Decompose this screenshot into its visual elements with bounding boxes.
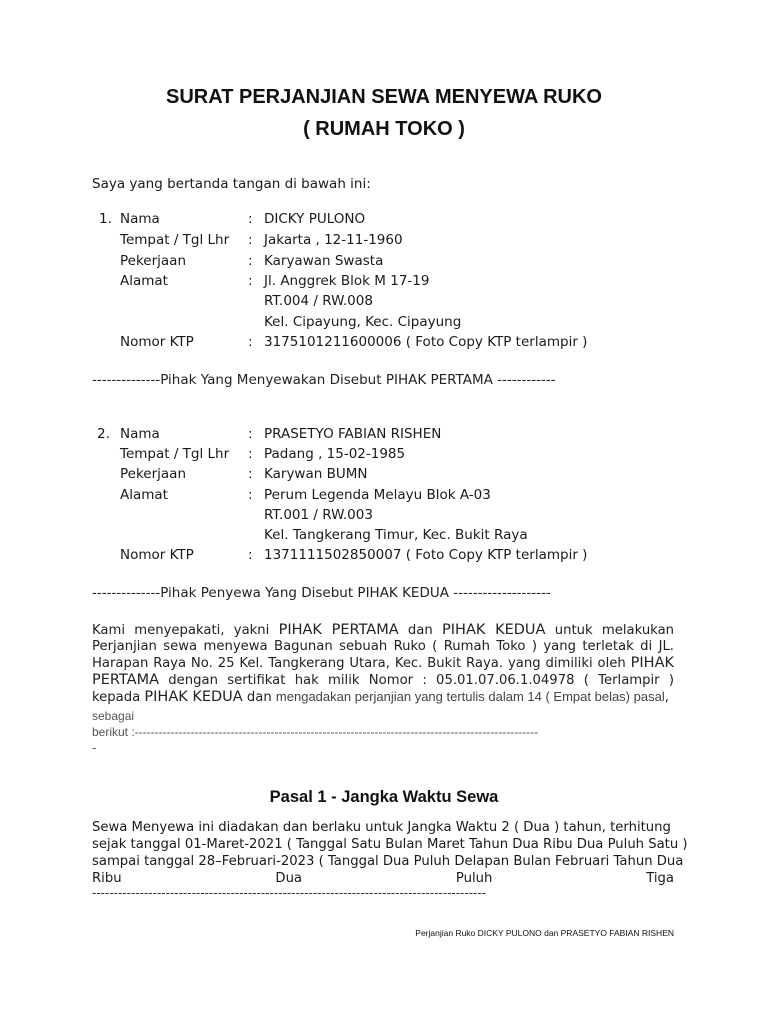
party1-address-label: Alamat [120, 273, 168, 289]
party1-number: 1. [99, 211, 112, 227]
colon: : [248, 232, 253, 248]
colon: : [248, 446, 253, 462]
pasal1-word: Ribu [92, 871, 122, 886]
colon: : [248, 334, 253, 350]
agreement-text: untuk melakukan Perjanjian sewa menyewa Bagunan sebuah Ruko ( Rumah Toko ) yang terletak di JL. Harapan Raya No. 25 Kel. Tangkerang Utara, Kec. Bukit Raya. yang dimiliki oleh [92, 623, 675, 671]
party2-address-rt: RT.001 / RW.003 [264, 507, 373, 523]
party2-number: 2. [97, 426, 110, 442]
party1-birth-label: Tempat / Tgl Lhr [120, 232, 230, 248]
agreement-text: dan [398, 623, 443, 638]
pihak-pertama-term: PIHAK PERTAMA [92, 655, 674, 688]
colon: : [248, 426, 253, 442]
party2-divider: --------------Pihak Penyewa Yang Disebut PIHAK KEDUA -------------------- [92, 585, 551, 601]
party1-birth-value: Jakarta , 12-11-1960 [264, 232, 403, 248]
agreement-text-14-pasal: mengadakan perjanjian yang tertulis dalam 14 ( Empat belas) pasal [275, 689, 665, 704]
pihak-kedua-term: PIHAK KEDUA [442, 622, 546, 638]
party1-address-kel: Kel. Cipayung, Kec. Cipayung [264, 314, 462, 330]
party1-job-value: Karyawan Swasta [264, 253, 384, 269]
party2-address-label: Alamat [120, 487, 168, 503]
agreement-paragraph [92, 622, 674, 706]
agreement-text: Kami menyepakati, yakni [92, 623, 279, 638]
sebagai-text: sebagai [92, 709, 135, 723]
pasal1-line3: sampai tanggal 28–Februari-2023 ( Tanggal Dua Puluh Delapan Bulan Februari Tahun Dua [92, 854, 684, 869]
colon: : [248, 211, 253, 227]
pasal1-heading: Pasal 1 - Jangka Waktu Sewa [269, 788, 499, 806]
pasal1-line4 [92, 871, 674, 887]
agreement-text: dengan sertifikat hak milik Nomor : 05.01.07.06.1.04978 ( Terlampir ) kepada [92, 673, 674, 705]
party1-divider: --------------Pihak Yang Menyewakan Disebut PIHAK PERTAMA ------------ [92, 372, 556, 388]
agreement-text: dan [242, 690, 276, 705]
pihak-pertama-term: PIHAK PERTAMA [278, 622, 399, 638]
party1-job-label: Pekerjaan [120, 253, 187, 269]
berikut-text: berikut :----------------------------------------------------------------------------------------------------- [92, 725, 539, 739]
party2-job-label: Pekerjaan [120, 466, 187, 482]
pasal1-dash-line: ------------------------------------------------------------------------------------------- [92, 886, 487, 900]
pasal1-line2: sejak tanggal 01-Maret-2021 ( Tanggal Satu Bulan Maret Tahun Dua Ribu Dua Puluh Satu ) [92, 837, 688, 852]
colon: : [248, 547, 253, 563]
pasal1-word: Puluh [455, 871, 493, 886]
party2-ktp-value: 1371111502850007 ( Foto Copy KTP terlampir ) [264, 547, 588, 563]
colon: : [248, 466, 253, 482]
party2-name-label: Nama [120, 426, 160, 442]
party2-address-kel: Kel. Tangkerang Timur, Kec. Bukit Raya [264, 527, 528, 543]
agreement-text: , [664, 690, 669, 705]
colon: : [248, 487, 253, 503]
colon: : [248, 273, 253, 289]
party2-birth-label: Tempat / Tgl Lhr [120, 446, 230, 462]
party2-ktp-label: Nomor KTP [120, 547, 194, 563]
party1-address-rt: RT.004 / RW.008 [264, 293, 373, 309]
pasal1-word: Dua [275, 871, 303, 886]
party1-ktp-value: 3175101211600006 ( Foto Copy KTP terlampir ) [264, 334, 588, 350]
party2-job-value: Karywan BUMN [264, 466, 368, 482]
party2-birth-value: Padang , 15-02-1985 [264, 446, 406, 462]
party2-name-value: PRASETYO FABIAN RISHEN [264, 426, 442, 442]
colon: : [248, 253, 253, 269]
pihak-kedua-term: PIHAK KEDUA [144, 689, 243, 705]
document-title: SURAT PERJANJIAN SEWA MENYEWA RUKO [166, 86, 602, 108]
party2-address-value: Perum Legenda Melayu Blok A-03 [264, 487, 491, 503]
party1-name-value: DICKY PULONO [264, 211, 366, 227]
intro-text: Saya yang bertanda tangan di bawah ini: [92, 176, 371, 192]
pasal1-line1: Sewa Menyewa ini diadakan dan berlaku untuk Jangka Waktu 2 ( Dua ) tahun, terhitung [92, 820, 671, 835]
berikut-dash-end: - [92, 741, 97, 755]
pasal1-word: Tiga [646, 871, 674, 886]
party1-address-value: Jl. Anggrek Blok M 17-19 [264, 273, 430, 289]
party1-name-label: Nama [120, 211, 160, 227]
page-footer: Perjanjian Ruko DICKY PULONO dan PRASETYO FABIAN RISHEN [415, 928, 674, 938]
document-subtitle: ( RUMAH TOKO ) [303, 118, 465, 140]
party1-ktp-label: Nomor KTP [120, 334, 194, 350]
